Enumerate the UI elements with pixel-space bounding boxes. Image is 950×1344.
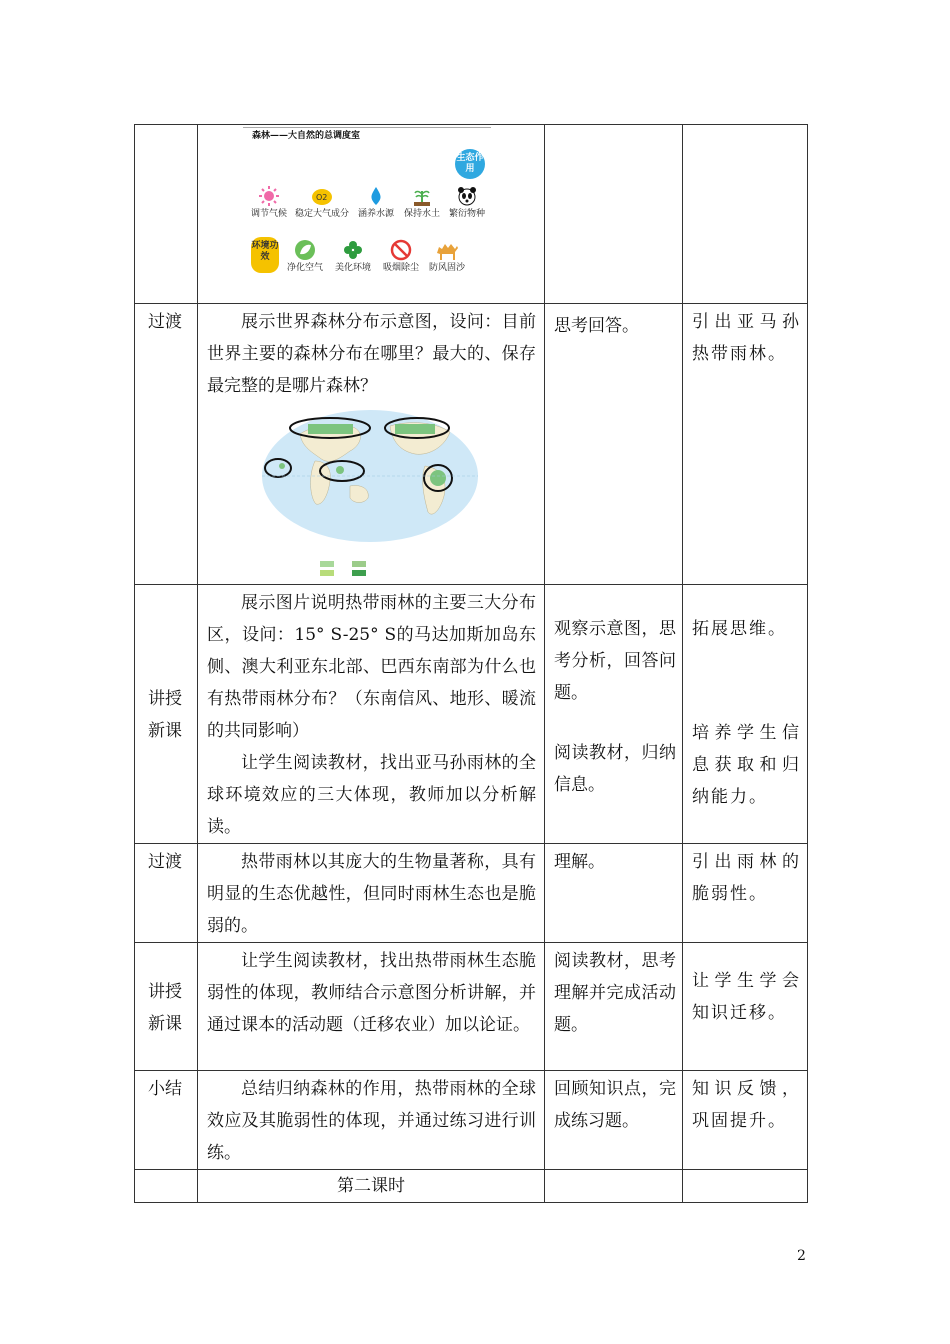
student-activity-cell: 思考回答。 [545, 304, 683, 585]
leaf-icon [294, 239, 316, 261]
water-drop-icon [365, 185, 387, 207]
table-row [135, 844, 808, 943]
design-intent-cell: 引出亚马孙热带雨林。 [683, 304, 808, 585]
map-legend [320, 561, 490, 567]
design-intent-cell: 拓展思维。 培养学生信息获取和归纳能力。 [683, 585, 808, 844]
table-row [135, 125, 808, 304]
dust-item: 吸烟除尘 [375, 239, 427, 274]
table-row [135, 1170, 808, 1203]
forest-infographic [243, 127, 491, 287]
lesson-plan-table [134, 124, 808, 1203]
air-item: 净化空气 [279, 239, 331, 274]
climate-item: 调节气候 [243, 185, 295, 220]
seedling-icon [411, 185, 433, 207]
second-lesson-heading: 第二课时 [198, 1170, 545, 1203]
teacher-activity-cell: 展示世界森林分布示意图，设问：目前世界主要的森林分布在哪里？最大的、保存最完整的是哪片森林？ [198, 304, 545, 585]
intent-cell [683, 1170, 808, 1203]
table-row [135, 585, 808, 844]
teacher-activity-cell: 让学生阅读教材，找出热带雨林生态脆弱性的体现，教师结合示意图分析讲解，并通过课本的活动题（迁移农业）加以论证。 [198, 943, 545, 1071]
table-row [135, 943, 808, 1071]
stage-cell [135, 1170, 198, 1203]
stage-cell: 讲授新课 [135, 943, 198, 1071]
stage-cell: 过渡 [135, 844, 198, 943]
table-row [135, 304, 808, 585]
no-smoking-icon [390, 239, 412, 261]
teacher-activity-cell: 总结归纳森林的作用，热带雨林的全球效应及其脆弱性的体现，并通过练习进行训练。 [198, 1071, 545, 1170]
design-intent-cell: 引出雨林的脆弱性。 [683, 844, 808, 943]
panda-icon [456, 185, 478, 207]
design-intent-cell: 让学生学会知识迁移。 [683, 943, 808, 1071]
student-activity-cell: 阅读教材，思考理解并完成活动题。 [545, 943, 683, 1071]
env-effect-badge: 环境功效 [251, 237, 279, 273]
page-number: 2 [797, 1248, 806, 1264]
water-item: 涵养水源 [350, 185, 402, 220]
stage-cell: 讲授新课 [135, 585, 198, 844]
student-activity-cell: 回顾知识点，完成练习题。 [545, 1071, 683, 1170]
table-row [135, 1071, 808, 1170]
eco-role-badge: 生态作用 [455, 149, 485, 179]
stage-cell [135, 125, 198, 304]
student-activity-cell: 理解。 [545, 844, 683, 943]
teacher-activity-cell: 热带雨林以其庞大的生物量著称，具有明显的生态优越性，但同时雨林生态也是脆弱的。 [198, 844, 545, 943]
soil-item: 保持水土 [396, 185, 448, 220]
sun-icon [258, 185, 280, 207]
infographic-cell [198, 125, 545, 304]
student-cell [545, 125, 683, 304]
infographic-title: 森林——大自然的总调度室 [252, 131, 361, 141]
svg-text:O2: O2 [316, 193, 328, 202]
student-activity-cell: 观察示意图，思考分析，回答问题。 阅读教材，归纳信息。 [545, 585, 683, 844]
world-map-image [260, 406, 480, 546]
stage-cell: 过渡 [135, 304, 198, 585]
stage-cell: 小结 [135, 1071, 198, 1170]
atmosphere-item: O2 稳定大气成分 [293, 185, 351, 220]
oxygen-icon [311, 185, 333, 207]
world-forest-map [260, 406, 490, 576]
species-item: 繁衍物种 [441, 185, 493, 220]
intent-cell [683, 125, 808, 304]
design-intent-cell: 知识反馈，巩固提升。 [683, 1071, 808, 1170]
clover-icon [342, 239, 364, 261]
camel-icon [434, 239, 460, 261]
teacher-activity-cell: 展示图片说明热带雨林的主要三大分布区，设问：15° S-25° S的马达加斯加岛东侧、澳大利亚东北部、巴西东南部为什么也有热带雨林分布？（东南信风、地形、暖流的共同影响） 让学生阅读教材，找出亚马孙雨林的全球环境效应的三大体现，教师加以分析解读。 [198, 585, 545, 844]
student-cell [545, 1170, 683, 1203]
sand-item: 防风固沙 [421, 239, 473, 274]
beautify-item: 美化环境 [327, 239, 379, 274]
